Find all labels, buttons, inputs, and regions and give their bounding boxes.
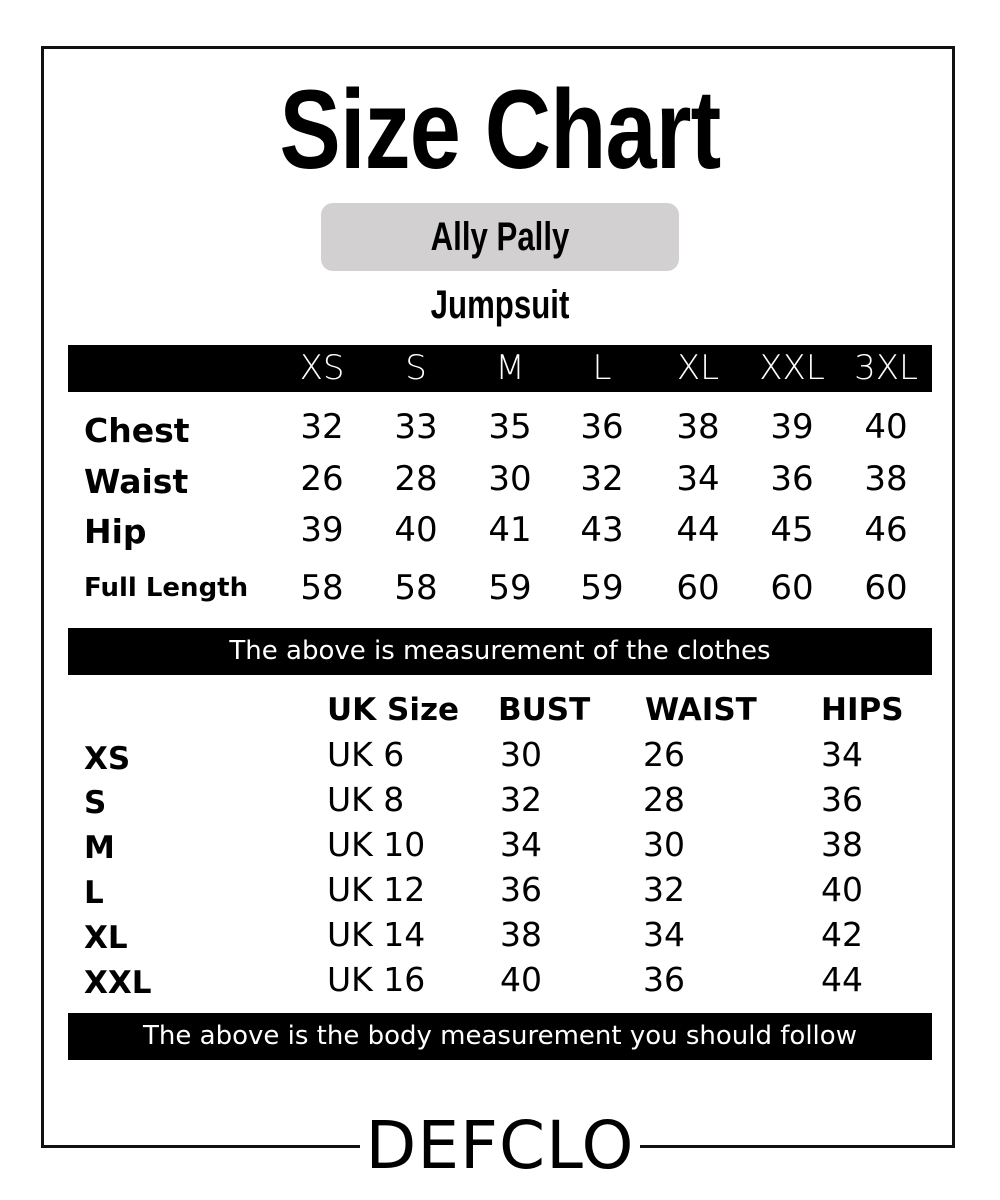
row-label: S [84, 785, 107, 821]
table-cell: 60 [864, 568, 908, 608]
header-uk-size: UK Size [327, 692, 460, 728]
row-label: Full Length [84, 573, 249, 603]
row-label: Hip [84, 512, 147, 551]
row-label: M [84, 830, 115, 866]
table-cell: 36 [821, 780, 863, 819]
size-header-xs: XS [299, 348, 345, 388]
table-cell: 38 [821, 825, 863, 864]
table-cell: UK 12 [327, 870, 426, 909]
table-cell: 26 [300, 459, 344, 499]
table-cell: 34 [643, 915, 685, 954]
table-cell: 32 [300, 407, 344, 447]
table-cell: 34 [676, 459, 720, 499]
table-cell: 32 [643, 870, 685, 909]
table-cell: 45 [770, 510, 814, 550]
brand-logo: DEFCLO [365, 1107, 635, 1184]
table-cell: 30 [488, 459, 532, 499]
table-cell: 40 [821, 870, 863, 909]
header-waist: WAIST [645, 692, 757, 728]
body-note-bar [68, 1013, 932, 1060]
row-label: XL [84, 920, 128, 956]
table-cell: 43 [580, 510, 624, 550]
table-cell: 41 [488, 510, 532, 550]
table-cell: 40 [394, 510, 438, 550]
table-cell: 32 [500, 780, 542, 819]
table-cell: 59 [580, 568, 624, 608]
table-cell: 28 [643, 780, 685, 819]
garment-note-bar [68, 628, 932, 675]
table-cell: UK 14 [327, 915, 426, 954]
header-bust: BUST [498, 692, 591, 728]
table-cell: 26 [643, 735, 685, 774]
table-cell: 36 [580, 407, 624, 447]
table-cell: 39 [300, 510, 344, 550]
table-cell: 33 [394, 407, 438, 447]
product-name: Ally Pally Jumpsuit [430, 215, 570, 327]
table-cell: 58 [300, 568, 344, 608]
table-cell: 30 [643, 825, 685, 864]
size-header-3xl: 3XL [854, 348, 918, 388]
body-note: The above is the body measurement you should follow [143, 1021, 857, 1051]
row-label: XS [84, 741, 131, 777]
table-cell: 60 [676, 568, 720, 608]
table-cell: UK 10 [327, 825, 426, 864]
table-cell: 60 [770, 568, 814, 608]
header-hips: HIPS [821, 692, 904, 728]
row-label: XXL [84, 965, 152, 1001]
row-label: Waist [84, 462, 189, 501]
table-cell: 58 [394, 568, 438, 608]
size-header-l: L [592, 348, 612, 388]
table-cell: 40 [864, 407, 908, 447]
table-cell: 40 [500, 960, 542, 999]
page-title: Size Chart [279, 67, 721, 192]
table-cell: 36 [770, 459, 814, 499]
table-cell: 42 [821, 915, 863, 954]
table-cell: 32 [580, 459, 624, 499]
table-cell: 44 [676, 510, 720, 550]
garment-note: The above is measurement of the clothes [229, 636, 771, 666]
row-label: L [84, 875, 104, 911]
table-cell: UK 16 [327, 960, 426, 999]
table-cell: 38 [864, 459, 908, 499]
table-cell: 59 [488, 568, 532, 608]
table-cell: UK 6 [327, 735, 405, 774]
table-cell: 36 [500, 870, 542, 909]
size-header-m: M [495, 348, 525, 388]
table-cell: 38 [500, 915, 542, 954]
table-cell: 34 [500, 825, 542, 864]
product-name-badge [321, 203, 679, 327]
table-cell: 34 [821, 735, 863, 774]
row-label: Chest [84, 411, 190, 450]
table-cell: UK 8 [327, 780, 405, 819]
garment-size-header [68, 345, 932, 392]
table-cell: 36 [643, 960, 685, 999]
table-cell: 44 [821, 960, 863, 999]
size-header-xxl: XXL [759, 348, 825, 388]
table-cell: 28 [394, 459, 438, 499]
size-header-xl: XL [676, 348, 720, 388]
table-cell: 46 [864, 510, 908, 550]
table-cell: 38 [676, 407, 720, 447]
table-cell: 35 [488, 407, 532, 447]
table-cell: 30 [500, 735, 542, 774]
size-header-s: S [405, 348, 427, 388]
table-cell: 39 [770, 407, 814, 447]
